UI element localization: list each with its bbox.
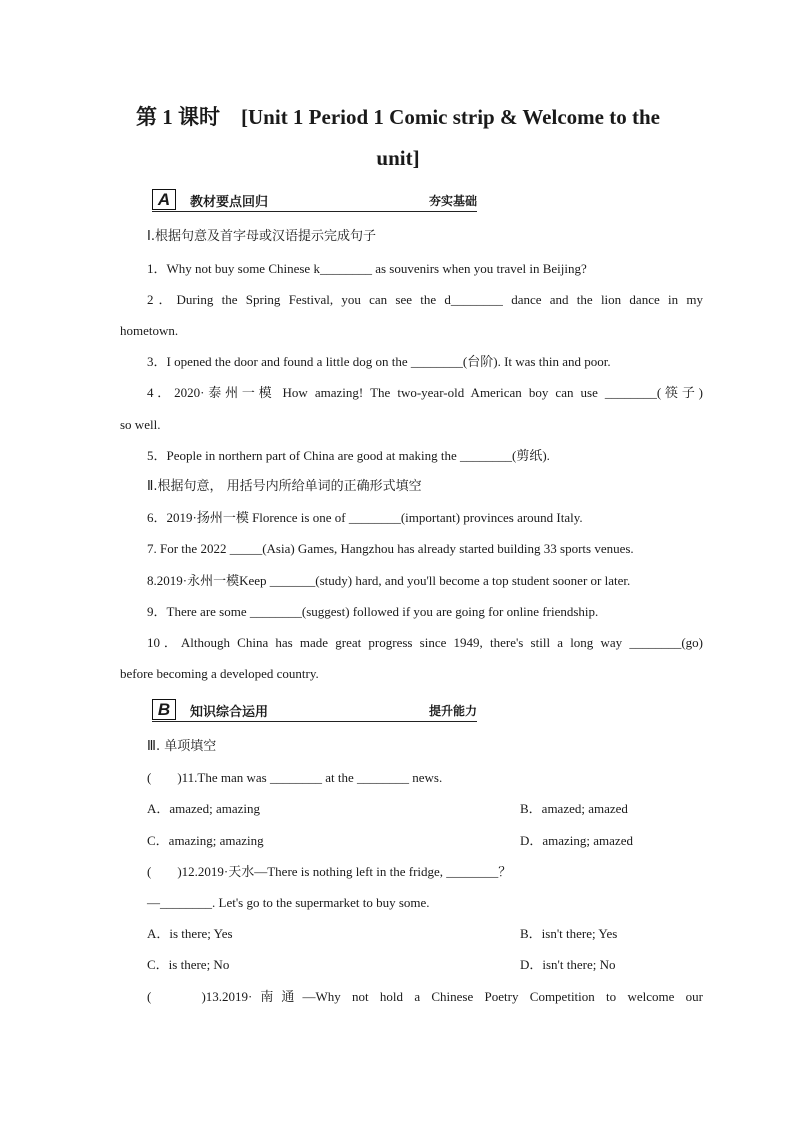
question-12-options-cd xyxy=(120,956,703,973)
question-12-options-ab xyxy=(120,925,703,942)
page-title xyxy=(120,97,676,179)
banner-heading-b: 知识综合运用 xyxy=(190,705,269,720)
title-line-1: 第 1 课时 [Unit 1 Period 1 Comic strip & Welcome to the xyxy=(136,105,660,129)
question-4-line-2: so well. xyxy=(120,417,161,432)
question-2-line-2: hometown. xyxy=(120,323,179,338)
option-12-b: B．isn't there; Yes xyxy=(520,926,618,941)
section-banner-a xyxy=(152,189,477,212)
section-heading-1: Ⅰ.根据句意及首字母或汉语提示完成句子 xyxy=(147,229,376,244)
title-line-2: unit] xyxy=(376,146,420,170)
option-11-d: D．amazing; amazed xyxy=(520,833,633,848)
option-11-a: A．amazed; amazing xyxy=(147,801,260,816)
option-11-c: C．amazing; amazing xyxy=(147,833,264,848)
question-10-line-2: before becoming a developed country. xyxy=(120,666,319,681)
question-9: 9．There are some ________(suggest) followed if you are going for online friendship. xyxy=(147,604,599,619)
option-12-a: A．is there; Yes xyxy=(147,926,233,941)
section-heading-2: Ⅱ.根据句意， 用括号内所给单词的正确形式填空 xyxy=(147,479,422,494)
banner-tag-b: 提升能力 xyxy=(428,704,477,718)
option-12-d: D．isn't there; No xyxy=(520,957,616,972)
question-13-stem: ( )13.2019·南通—Why not hold a Chinese Poetry Competition to welcome our xyxy=(147,989,703,1004)
banner-letter-b-icon: B xyxy=(152,699,176,720)
question-7: 7. For the 2022 _____(Asia) Games, Hangzhou has already started building 33 sports venues. xyxy=(147,541,634,556)
question-12-reply: —________. Let's go to the supermarket to buy some. xyxy=(147,895,430,910)
section-heading-3: Ⅲ. 单项填空 xyxy=(147,739,217,754)
option-12-c: C．is there; No xyxy=(147,957,230,972)
question-11-options-cd xyxy=(120,832,703,849)
question-4-line-1: 4．2020·泰州一模 How amazing! The two-year-old American boy can use ________(筷子) xyxy=(147,385,703,400)
question-6: 6．2019·扬州一模 Florence is one of ________(important) provinces around Italy. xyxy=(147,510,583,525)
banner-heading-a: 教材要点回归 xyxy=(190,195,269,210)
question-11-stem: ( )11.The man was ________ at the ________ news. xyxy=(147,770,443,785)
banner-tag-a: 夯实基础 xyxy=(428,194,477,208)
section-banner-b xyxy=(152,699,477,722)
question-8: 8.2019·永州一模Keep _______(study) hard, and you'll become a top student sooner or later. xyxy=(147,573,631,588)
question-5: 5．People in northern part of China are good at making the ________(剪纸). xyxy=(147,448,550,463)
banner-letter-a-icon: A xyxy=(152,189,176,210)
question-2-line-1: 2．During the Spring Festival, you can see the d________ dance and the lion dance in my xyxy=(147,292,703,307)
question-12-stem: ( )12.2019·天水—There is nothing left in the fridge, ________？ xyxy=(147,864,512,879)
question-3: 3．I opened the door and found a little dog on the ________(台阶). It was thin and poor. xyxy=(147,354,611,369)
question-1: 1．Why not buy some Chinese k________ as souvenirs when you travel in Beijing? xyxy=(147,261,587,276)
question-11-options-ab xyxy=(120,800,703,817)
question-10-line-1: 10．Although China has made great progress since 1949, there's still a long way ________(go) xyxy=(147,635,703,650)
option-11-b: B．amazed; amazed xyxy=(520,801,628,816)
